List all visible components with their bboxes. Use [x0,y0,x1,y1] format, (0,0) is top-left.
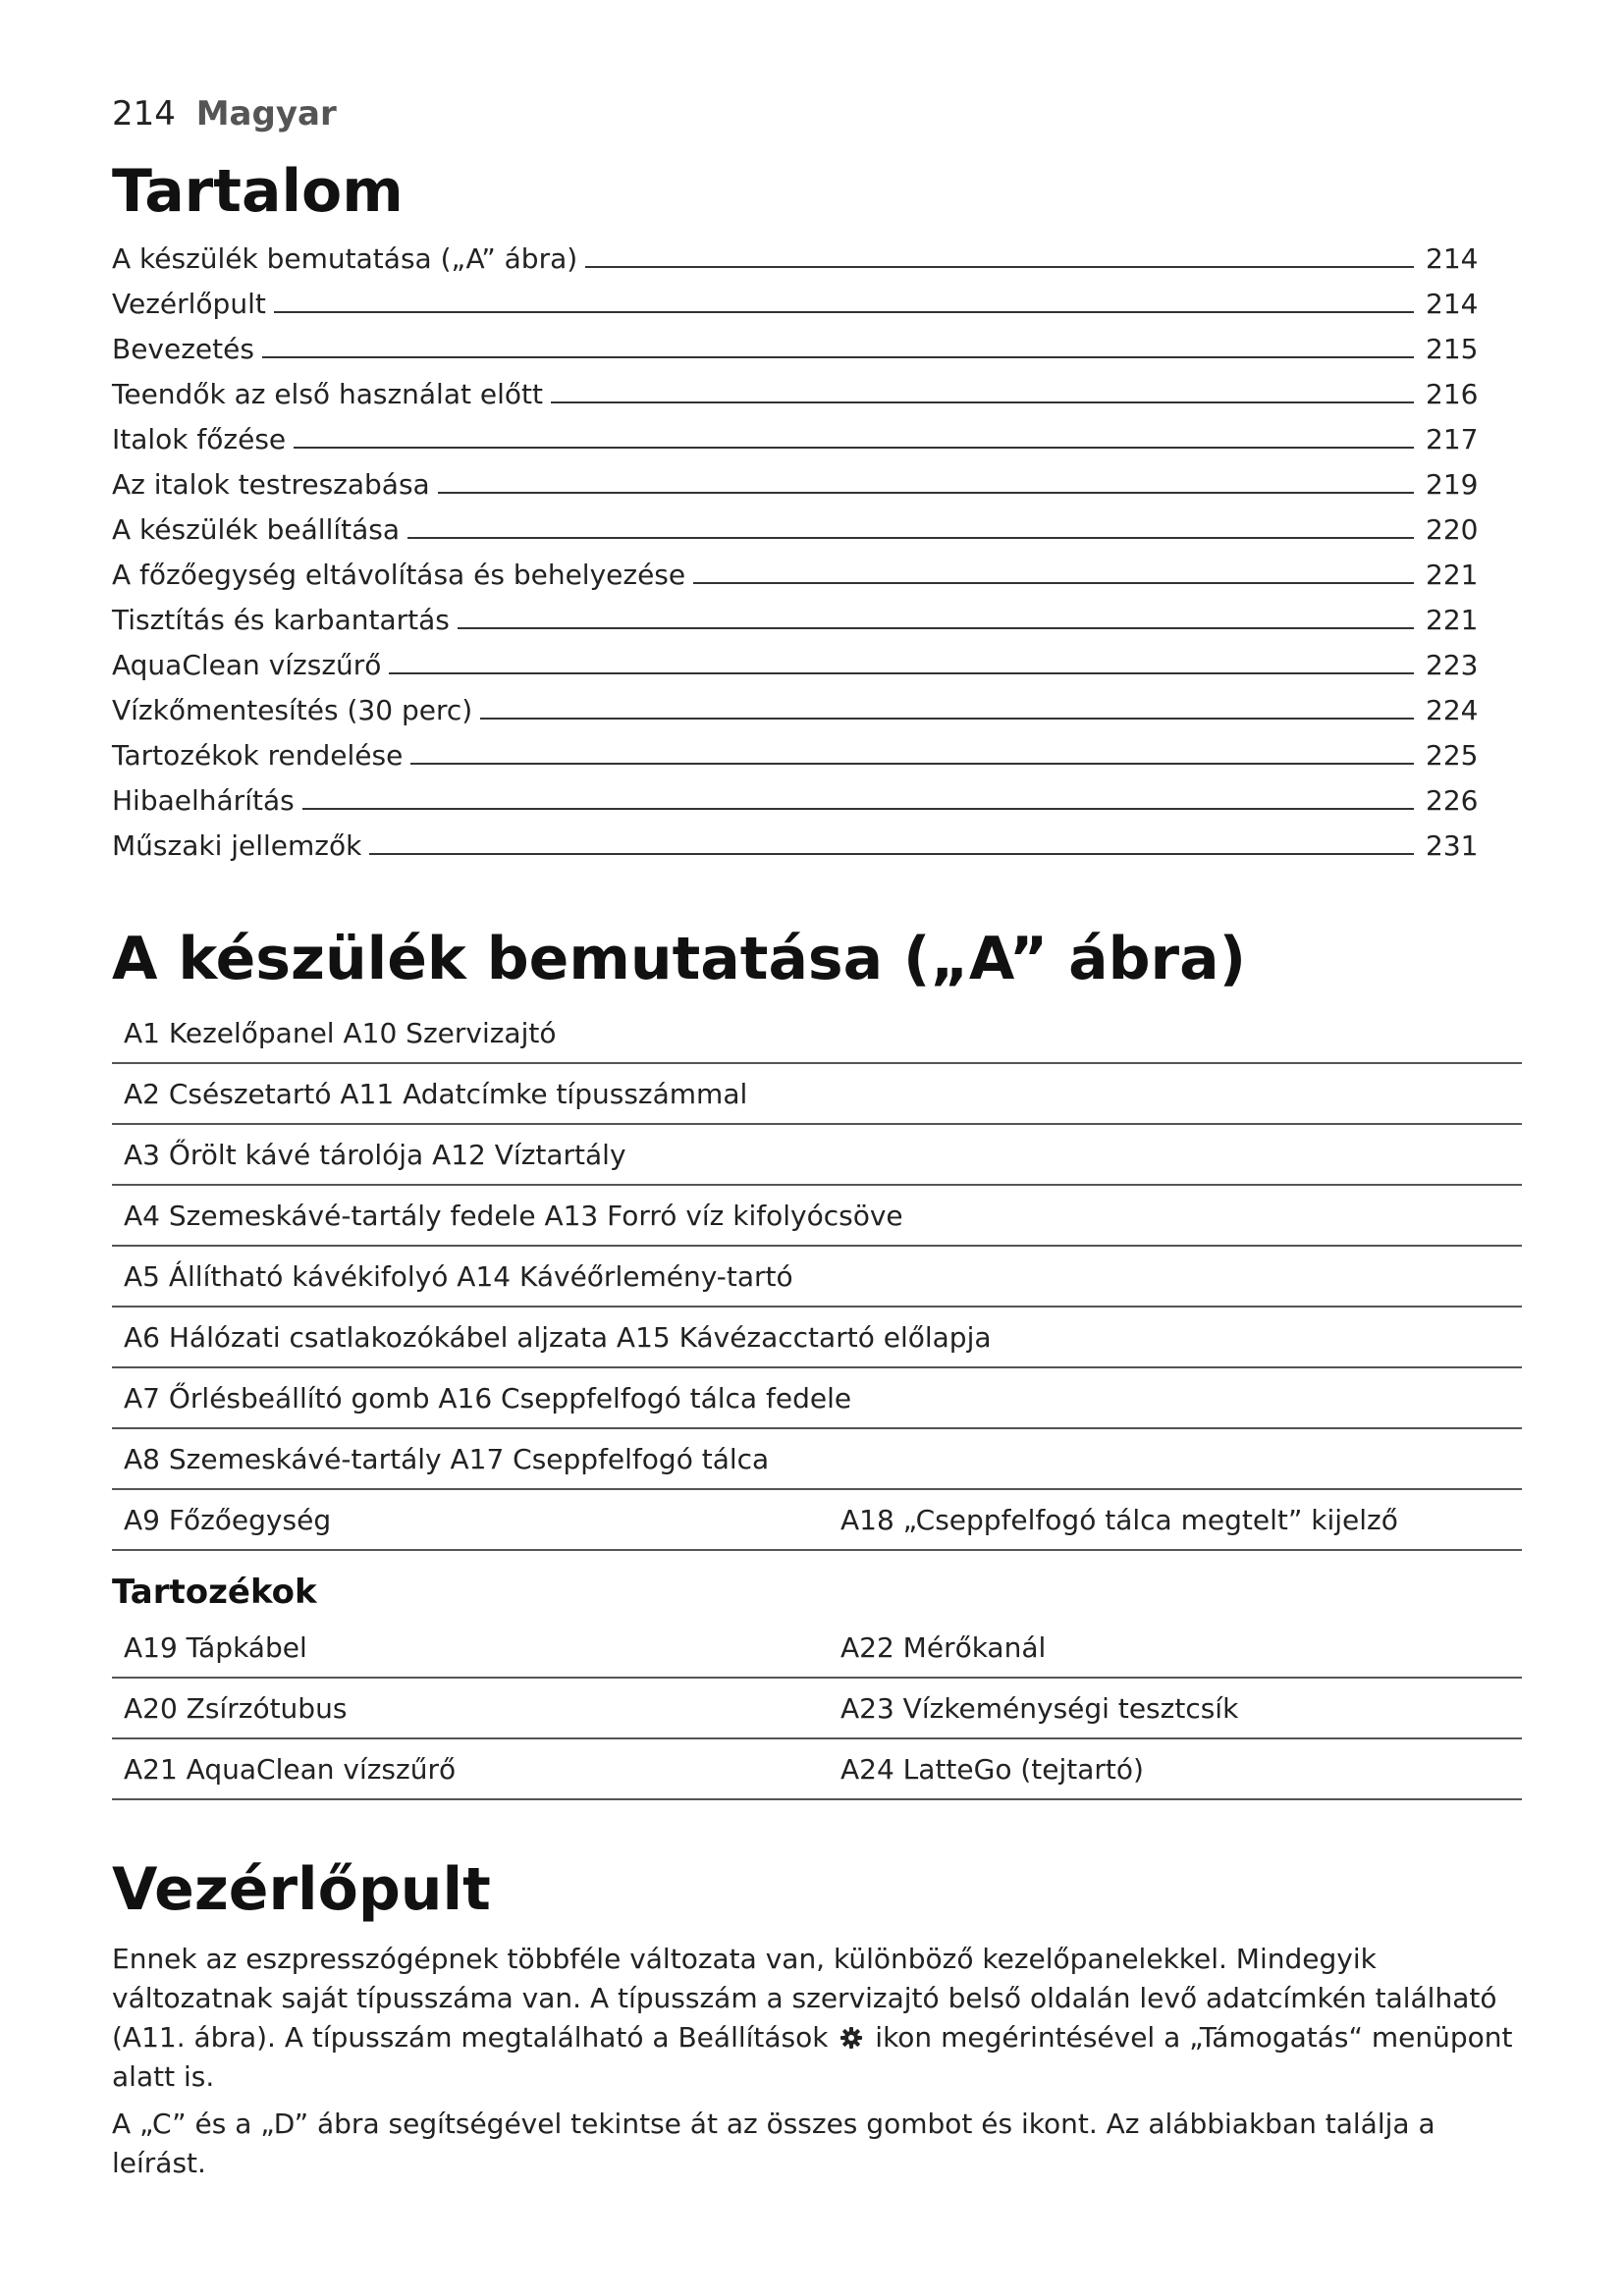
parts-row [112,1186,1522,1247]
page-header [112,94,1522,133]
toc-leader-line [407,537,1414,539]
parts-row [112,1490,1522,1551]
gear-icon [839,2026,863,2050]
toc-entry[interactable] [112,455,1487,501]
overview-title: A készülék bemutatása („A” ábra) [112,925,1247,993]
toc-entry[interactable] [112,817,1487,862]
accessories-row-right: A24 LatteGo (tejtartó) [840,1752,1144,1786]
parts-row-text: A8 Szemeskávé-tartály A17 Cseppfelfogó tálca [124,1442,770,1475]
control-panel-paragraph-2: A „C” és a „D” ábra segítségével tekintse át az összes gombot és ikont. Az alábbiakban találja a leírást. [112,2108,1435,2179]
toc-entry-page: 221 [1426,604,1479,636]
toc-leader-line [458,627,1414,629]
parts-row [112,1125,1522,1186]
parts-row [112,1308,1522,1368]
parts-row [112,1064,1522,1125]
parts-row-text: A5 Állítható kávékifolyó A14 Kávéőrlemény-tartó [124,1259,793,1293]
accessories-row [112,1679,1522,1739]
toc-entry-title: Hibaelhárítás [112,784,295,817]
toc-entry[interactable] [112,275,1487,320]
toc-entry[interactable] [112,681,1487,726]
toc-entry-page: 217 [1426,423,1479,455]
control-panel-title: Vezérlőpult [112,1855,491,1924]
toc-leader-line [389,672,1414,674]
accessories-row-left: A20 Zsírzótubus [124,1691,348,1725]
toc-entry-title: Vízkőmentesítés (30 perc) [112,694,473,726]
toc-entry[interactable] [112,501,1487,546]
toc-entry-page: 226 [1426,784,1479,817]
toc-leader-line [551,401,1414,403]
toc-entry[interactable] [112,772,1487,817]
page-language: Magyar [195,94,337,133]
toc-entry-page: 215 [1426,333,1479,365]
accessories-row-left: A21 AquaClean vízszűrő [124,1752,457,1786]
parts-row-text: A4 Szemeskávé-tartály fedele A13 Forró víz kifolyócsöve [124,1199,903,1232]
parts-row-text: A6 Hálózati csatlakozókábel aljzata A15 Kávézacctartó előlapja [124,1320,992,1354]
parts-row [112,1429,1522,1490]
toc-entry-title: Az italok testreszabása [112,468,430,501]
toc-entry[interactable] [112,365,1487,410]
toc-entry-page: 219 [1426,468,1479,501]
toc-entry[interactable] [112,546,1487,591]
toc-entry[interactable] [112,636,1487,681]
toc-entry-page: 225 [1426,739,1479,772]
toc-entry-page: 214 [1426,288,1479,320]
toc-title: Tartalom [112,157,404,226]
paragraph-text: Ennek az eszpresszógépnek többféle változata van, különböző kezelőpanelekkel. Mindegyik változatnak saját típusszáma van. A típusszám a szervizajtó belső oldalán levő adatcímkén található (A11. ábra). A típusszám megtalálható a Beállítások [112,1943,1497,2054]
document-page [112,94,1522,2183]
toc-entry[interactable] [112,410,1487,455]
toc-entry[interactable] [112,591,1487,636]
toc-leader-line [585,266,1414,268]
toc-entry-title: Vezérlőpult [112,288,266,320]
toc-leader-line [480,718,1414,720]
toc-leader-line [693,582,1414,584]
toc-entry-title: Tisztítás és karbantartás [112,604,450,636]
parts-row [112,1003,1522,1064]
toc-entry-page: 221 [1426,559,1479,591]
toc-entry-page: 216 [1426,378,1479,410]
accessories-row-right: A23 Vízkeménységi tesztcsík [840,1691,1239,1725]
parts-row-text: A7 Őrlésbeállító gomb A16 Cseppfelfogó tálca fedele [124,1381,852,1415]
toc-entry-title: Tartozékok rendelése [112,739,404,772]
toc-entry-title: Italok főzése [112,423,287,455]
parts-row [112,1368,1522,1429]
toc-leader-line [410,763,1414,765]
parts-row-left: A9 Főzőegység [124,1503,332,1536]
toc-leader-line [302,808,1414,810]
toc-entry[interactable] [112,320,1487,365]
toc-entry-title: A főzőegység eltávolítása és behelyezése [112,559,686,591]
toc-entry-title: Műszaki jellemzők [112,829,362,862]
toc-entry-title: A készülék bemutatása („A” ábra) [112,242,578,275]
toc-entry-title: Bevezetés [112,333,254,365]
parts-row [112,1247,1522,1308]
parts-row-right: A18 „Cseppfelfogó tálca megtelt” kijelző [840,1503,1398,1536]
toc-entry-page: 214 [1426,242,1479,275]
toc-entry-page: 231 [1426,829,1479,862]
toc-leader-line [438,492,1414,494]
toc-leader-line [294,447,1414,449]
toc-entry[interactable] [112,726,1487,772]
toc-entry-title: A készülék beállítása [112,513,401,546]
toc-entry-page: 223 [1426,649,1479,681]
table-of-contents [112,230,1487,862]
accessories-row [112,1618,1522,1679]
parts-table [112,1003,1522,1551]
paragraph-text: ikon megérintésével a „Támogatás“ menüpont alatt is. [112,2021,1513,2093]
toc-entry-title: Teendők az első használat előtt [112,378,543,410]
accessories-row [112,1739,1522,1800]
toc-leader-line [369,853,1414,855]
toc-entry-page: 224 [1426,694,1479,726]
page-number: 214 [112,94,176,133]
toc-leader-line [274,311,1414,313]
accessories-row-right: A22 Mérőkanál [840,1630,1047,1664]
toc-entry-page: 220 [1426,513,1479,546]
parts-row-text: A3 Őrölt kávé tárolója A12 Víztartály [124,1138,626,1171]
accessories-table [112,1618,1522,1800]
toc-leader-line [262,356,1414,358]
accessories-row-left: A19 Tápkábel [124,1630,307,1664]
parts-row-text: A2 Csészetartó A11 Adatcímke típusszámmal [124,1077,748,1110]
accessories-title: Tartozékok [112,1573,317,1612]
parts-row-text: A1 Kezelőpanel A10 Szervizajtó [124,1016,557,1049]
toc-entry-title: AquaClean vízszűrő [112,649,382,681]
control-panel-paragraph-1 [112,1940,1522,2097]
toc-entry[interactable] [112,230,1487,275]
